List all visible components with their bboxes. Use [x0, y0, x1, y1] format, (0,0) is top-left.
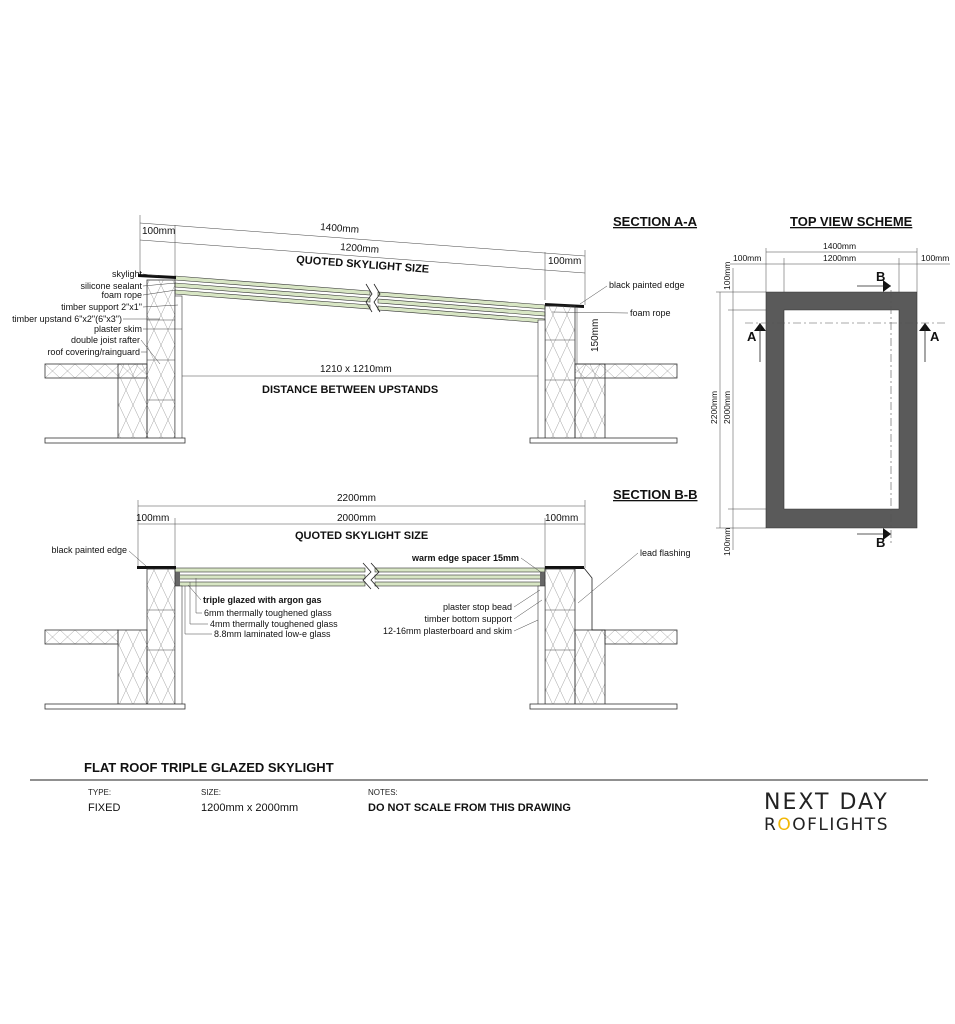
bb-label-plaster-stop: plaster stop bead: [442, 602, 512, 612]
aa-right-upstand: [538, 306, 575, 440]
tv-dim-edge-top: 100mm: [722, 261, 732, 290]
aa-label-timber-support: timber support 2"x1": [61, 302, 142, 312]
section-bb-title: SECTION B-B: [613, 487, 698, 502]
bb-dim-overall: 2200mm: [337, 493, 376, 504]
aa-label-black-edge: black painted edge: [609, 280, 685, 290]
aa-upstand-label: DISTANCE BETWEEN UPSTANDS: [262, 384, 439, 396]
logo-line2: ROOFLIGHTS: [764, 815, 889, 835]
aa-label-foam-rope: foam rope: [630, 308, 671, 318]
tv-marker-b-bottom: B: [876, 535, 886, 550]
aa-label-timber-upstand: timber upstand 6"x2"(6"x3"): [12, 314, 122, 324]
aa-label-foam: foam rope: [101, 290, 142, 300]
tv-dim-edge-bottom: 100mm: [722, 527, 732, 556]
tb-size-value: 1200mm x 2000mm: [201, 802, 299, 814]
bb-left-upstand: [147, 569, 182, 706]
aa-dim-inner: 1200mm: [339, 242, 380, 256]
aa-label-joist: double joist rafter: [70, 335, 140, 345]
bb-right-upstand: [538, 569, 575, 706]
bb-dim-edge-left: 100mm: [136, 513, 170, 524]
bb-dim-edge-right: 100mm: [545, 513, 579, 524]
bb-glazing: [137, 563, 584, 589]
logo-accent-o: O: [777, 815, 793, 835]
bb-label-black-edge: black painted edge: [51, 545, 127, 555]
tv-marker-a-right: A: [930, 329, 940, 344]
bb-dim-inner: 2000mm: [337, 513, 376, 524]
tv-dim-inner-w: 1200mm: [823, 253, 857, 263]
top-view-scheme: [709, 214, 950, 556]
logo-line1: NEXT DAY: [764, 790, 889, 815]
tb-type-label: TYPE:: [88, 788, 112, 797]
tb-notes-value: DO NOT SCALE FROM THIS DRAWING: [368, 802, 571, 814]
bb-label-triple: triple glazed with argon gas: [203, 595, 322, 605]
aa-dim-edge-left: 100mm: [142, 226, 176, 237]
section-aa-title: SECTION A-A: [613, 214, 698, 229]
section-bb: [45, 487, 698, 709]
bb-label-glass-6mm: 6mm thermally toughened glass: [204, 608, 332, 618]
tb-notes-label: NOTES:: [368, 788, 398, 797]
title-block: [30, 760, 928, 835]
aa-quoted-size: QUOTED SKYLIGHT SIZE: [295, 254, 430, 276]
tv-frame: [766, 292, 917, 528]
bb-label-lead: lead flashing: [640, 548, 691, 558]
aa-left-upstand: [147, 280, 182, 440]
section-aa: [12, 214, 697, 443]
bb-label-timber-bottom: timber bottom support: [424, 614, 512, 624]
bb-label-glass-laminated: 8.8mm laminated low-e glass: [214, 629, 331, 639]
tb-title: FLAT ROOF TRIPLE GLAZED SKYLIGHT: [84, 760, 334, 775]
aa-label-skylight: skylight: [111, 269, 142, 279]
aa-dim-edge-right: 100mm: [548, 256, 582, 267]
tb-type-value: FIXED: [88, 802, 121, 814]
aa-glazing: [138, 274, 584, 323]
aa-dim-overall: 1400mm: [319, 222, 360, 236]
tv-dim-overall-w: 1400mm: [823, 241, 857, 251]
aa-label-silicone: silicone sealant: [80, 281, 142, 291]
tb-size-label: SIZE:: [201, 788, 222, 797]
bb-label-glass-4mm: 4mm thermally toughened glass: [210, 619, 338, 629]
bb-label-plasterboard: 12-16mm plasterboard and skim: [382, 626, 512, 636]
bb-quoted-size: QUOTED SKYLIGHT SIZE: [295, 530, 429, 542]
tv-marker-b-top: B: [876, 269, 886, 284]
aa-height-dim: 150mm: [590, 318, 601, 352]
tv-marker-a-left: A: [747, 329, 757, 344]
tv-dim-overall-h: 2200mm: [709, 390, 719, 424]
top-view-title: TOP VIEW SCHEME: [790, 214, 913, 229]
next-day-rooflights-logo: [764, 790, 889, 835]
tv-dim-edge-left: 100mm: [733, 253, 762, 263]
tv-dim-inner-h: 2000mm: [722, 390, 732, 424]
aa-label-roof-covering: roof covering/rainguard: [47, 347, 140, 357]
aa-label-plaster: plaster skim: [93, 324, 142, 334]
tv-dim-edge-right: 100mm: [921, 253, 950, 263]
aa-upstand-dim: 1210 x 1210mm: [320, 364, 392, 375]
bb-label-spacer: warm edge spacer 15mm: [412, 553, 520, 563]
